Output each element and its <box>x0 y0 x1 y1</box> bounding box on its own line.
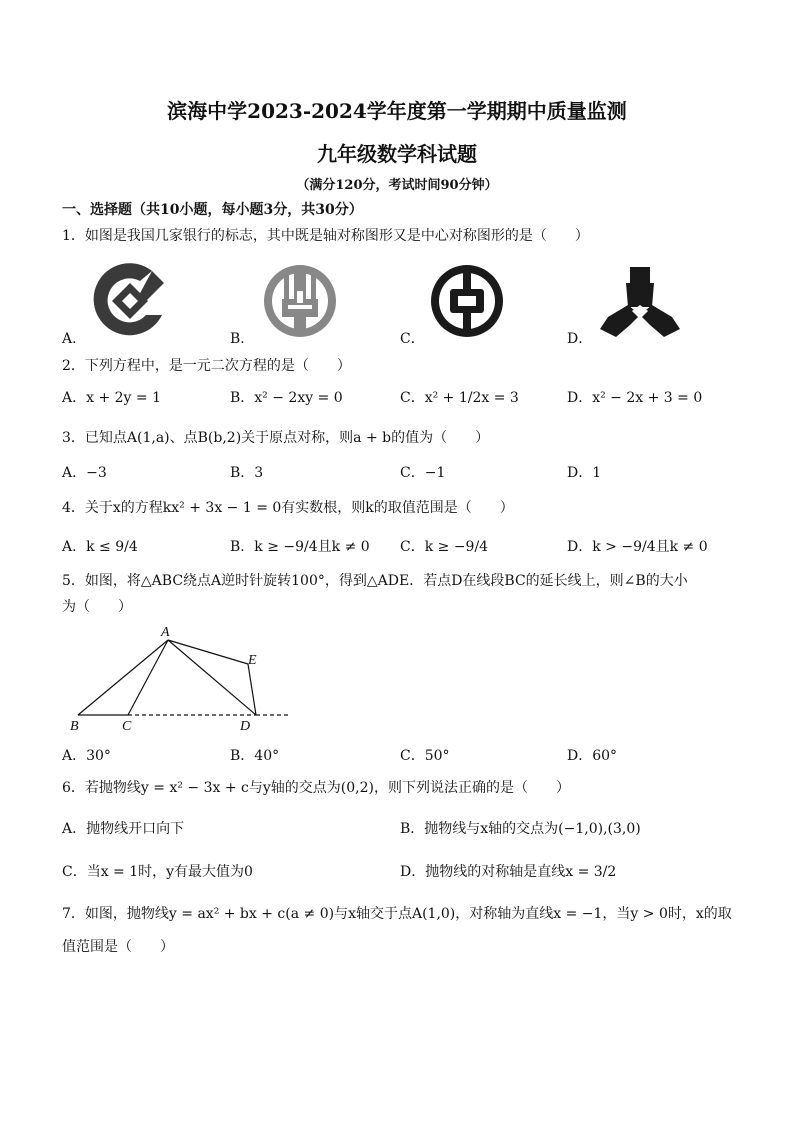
q2-option-c: C．x² + 1/2x = 3 <box>400 390 519 406</box>
q2-stem: 2．下列方程中，是一元二次方程的是（ ） <box>62 358 351 374</box>
point-label-d: D <box>240 719 251 734</box>
q7-stem-line2: 值范围是（ ） <box>62 939 174 955</box>
q5-triangle-figure <box>60 620 300 740</box>
exam-title: 滨海中学2023-2024学年度第一学期期中质量监测 <box>167 99 627 123</box>
q4-option-a: A．k ≤ 9/4 <box>62 539 138 555</box>
section-heading: 一、选择题（共10小题，每小题3分，共30分） <box>62 202 363 218</box>
q5-option-a: A．30° <box>62 748 111 764</box>
q1-stem: 1．如图是我国几家银行的标志，其中既是轴对称图形又是中心对称图形的是（ ） <box>62 228 589 244</box>
q1-label-b: B． <box>230 331 255 347</box>
q6-option-d: D．抛物线的对称轴是直线x = 3/2 <box>400 864 617 880</box>
q4-option-d: D．k > −9/4且k ≠ 0 <box>567 539 708 555</box>
q4-option-b: B．k ≥ −9/4且k ≠ 0 <box>230 539 370 555</box>
boc-logo-icon <box>428 262 506 340</box>
q2-option-a: A．x + 2y = 1 <box>62 390 161 406</box>
bocom-logo-icon <box>596 265 684 341</box>
q2-option-b: B．x² − 2xy = 0 <box>230 390 343 406</box>
exam-subtitle: 九年级数学科试题 <box>317 142 477 166</box>
point-label-a: A <box>161 625 170 640</box>
q1-label-a: A． <box>62 331 87 347</box>
point-label-e: E <box>248 653 257 668</box>
q2-option-d: D．x² − 2x + 3 = 0 <box>567 390 703 406</box>
q3-option-b: B．3 <box>230 465 264 481</box>
q4-stem: 4．关于x的方程kx² + 3x − 1 = 0有实数根，则k的取值范围是（ ） <box>62 500 514 516</box>
q3-option-c: C．−1 <box>400 465 446 481</box>
q4-option-c: C．k ≥ −9/4 <box>400 539 489 555</box>
exam-note: （满分120分，考试时间90分钟） <box>296 178 498 193</box>
q5-option-d: D．60° <box>567 748 618 764</box>
q6-option-a: A．抛物线开口向下 <box>62 821 185 837</box>
q5-option-b: B．40° <box>230 748 280 764</box>
q5-option-c: C．50° <box>400 748 450 764</box>
q7-stem-line1: 7．如图，抛物线y = ax² + bx + c(a ≠ 0)与x轴交于点A(1,0)，对称轴为直线x = −1，当y > 0时，x的取 <box>62 906 732 922</box>
q3-stem: 3．已知点A(1,a)、点B(b,2)关于原点对称，则a + b的值为（ ） <box>62 430 490 446</box>
q6-option-c: C．当x = 1时，y有最大值为0 <box>62 864 253 880</box>
abc-logo-icon <box>260 261 340 341</box>
q6-option-b: B．抛物线与x轴的交点为(−1,0),(3,0) <box>400 821 641 837</box>
ccb-logo-icon <box>92 263 168 339</box>
q3-option-d: D．1 <box>567 465 602 481</box>
q5-stem-line1: 5．如图，将△ABC绕点A逆时针旋转100°，得到△ADE．若点D在线段BC的延长线上，则∠B的大小 <box>62 573 688 589</box>
q3-option-a: A．−3 <box>62 465 107 481</box>
q1-label-c: C． <box>400 331 425 347</box>
q5-stem-line2: 为（ ） <box>62 599 132 615</box>
q6-stem: 6．若抛物线y = x² − 3x + c与y轴的交点为(0,2)，则下列说法正确的是（ ） <box>62 780 570 796</box>
q1-label-d: D． <box>567 331 593 347</box>
point-label-c: C <box>122 719 132 734</box>
point-label-b: B <box>70 719 79 734</box>
